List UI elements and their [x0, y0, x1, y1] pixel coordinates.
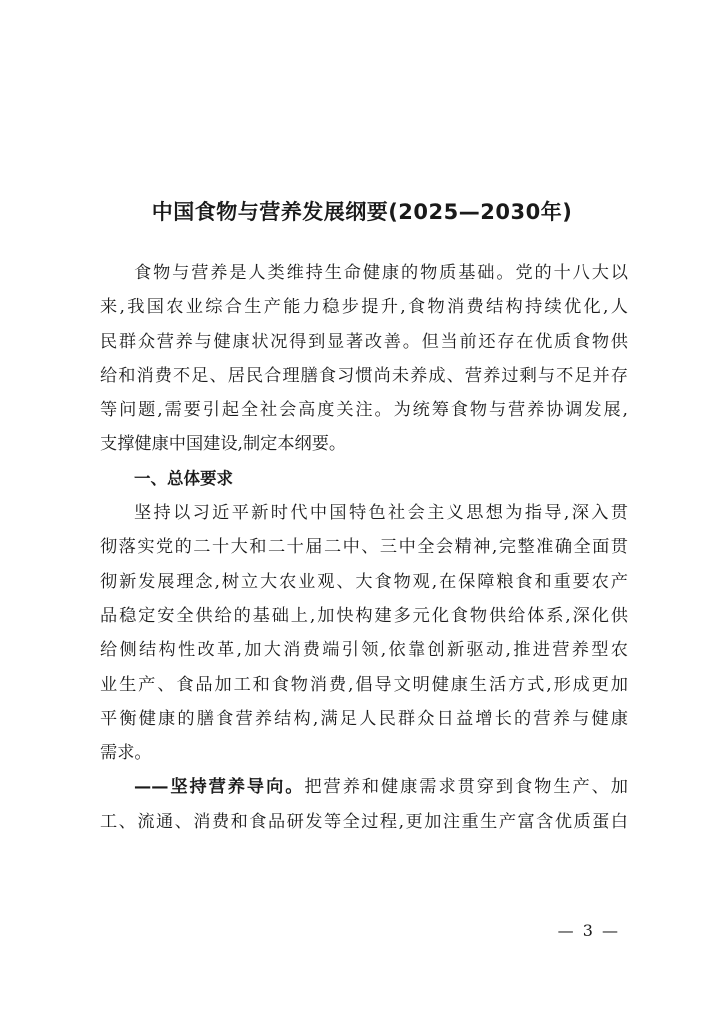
document-title: 中国食物与营养发展纲要(2025—2030年) [151, 200, 573, 224]
text-line: 给侧结构性改革,加大消费端引领,依靠创新驱动,推进营养型农 [100, 640, 628, 661]
text-line: 来,我国农业综合生产能力稳步提升,食物消费结构持续优化,人 [100, 297, 628, 318]
text-line: 工、流通、消费和食品研发等全过程,更加注重生产富含优质蛋白 [100, 811, 628, 832]
page-number: — 3 — [557, 921, 620, 940]
text-line: 坚持以习近平新时代中国特色社会主义思想为指导,深入贯 [134, 503, 628, 524]
text-line [100, 770, 628, 804]
text-line: 民群众营养与健康状况得到显著改善。但当前还存在优质食物供 [100, 331, 628, 352]
text-line: 业生产、食品加工和食物消费,倡导文明健康生活方式,形成更加 [100, 674, 628, 695]
text-line: 给和消费不足、居民合理膳食习惯尚未养成、营养过剩与不足并存 [100, 365, 628, 386]
principle-paragraph [100, 770, 628, 839]
text-line: 彻新发展理念,树立大农业观、大食物观,在保障粮食和重要农产 [100, 571, 628, 592]
text-line: 等问题,需要引起全社会高度关注。为统筹食物与营养协调发展, [100, 400, 628, 421]
section-heading: 一、总体要求 [134, 468, 233, 488]
document-body [100, 256, 628, 839]
text-line: 平衡健康的膳食营养结构,满足人民群众日益增长的营养与健康 [100, 708, 628, 729]
text-line: 彻落实党的二十大和二十届二中、三中全会精神,完整准确全面贯 [100, 537, 628, 558]
text-line: 支撑健康中国建设,制定本纲要。 [100, 434, 347, 455]
principle-text: 把营养和健康需求贯穿到食物生产、加 [304, 777, 628, 798]
principle-lead: ——坚持营养导向。 [134, 777, 305, 798]
intro-paragraph [100, 256, 628, 462]
text-line: 食物与营养是人类维持生命健康的物质基础。党的十八大以 [134, 263, 628, 283]
section-paragraph [100, 496, 628, 770]
text-line: 品稳定安全供给的基础上,加快构建多元化食物供给体系,深化供 [100, 605, 628, 626]
text-line: 需求。 [100, 743, 152, 764]
